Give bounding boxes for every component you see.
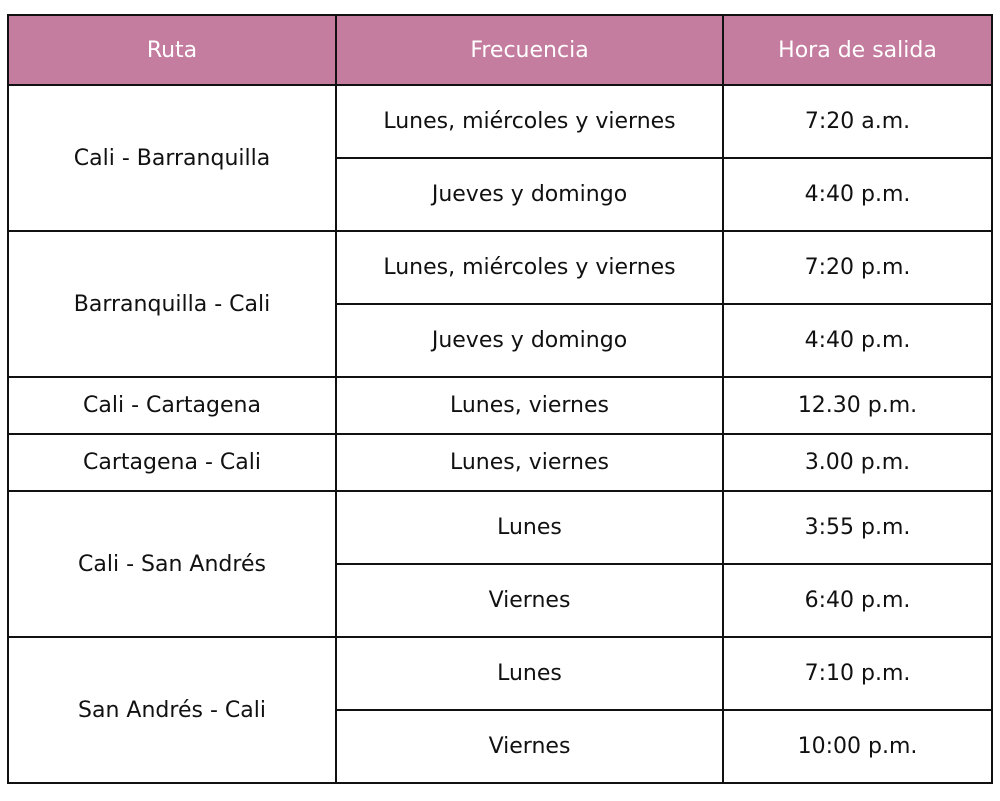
frequency-cell: Lunes bbox=[336, 637, 723, 710]
departure-time-cell: 7:10 p.m. bbox=[723, 637, 992, 710]
frequency-cell: Viernes bbox=[336, 564, 723, 637]
route-cell: Cali - San Andrés bbox=[8, 491, 336, 637]
table-body bbox=[8, 85, 992, 783]
frequency-cell: Jueves y domingo bbox=[336, 158, 723, 231]
frequency-cell: Lunes, miércoles y viernes bbox=[336, 85, 723, 158]
departure-time-cell: 7:20 p.m. bbox=[723, 231, 992, 304]
frequency-cell: Lunes bbox=[336, 491, 723, 564]
departure-time-cell: 3.00 p.m. bbox=[723, 434, 992, 491]
departure-time-cell: 12.30 p.m. bbox=[723, 377, 992, 434]
departure-time-cell: 3:55 p.m. bbox=[723, 491, 992, 564]
frequency-cell: Lunes, viernes bbox=[336, 434, 723, 491]
route-cell: San Andrés - Cali bbox=[8, 637, 336, 783]
route-cell: Cali - Barranquilla bbox=[8, 85, 336, 231]
table-row bbox=[8, 231, 992, 304]
route-cell: Barranquilla - Cali bbox=[8, 231, 336, 377]
frequency-cell: Lunes, miércoles y viernes bbox=[336, 231, 723, 304]
departure-time-cell: 10:00 p.m. bbox=[723, 710, 992, 783]
frequency-cell: Viernes bbox=[336, 710, 723, 783]
table-row bbox=[8, 637, 992, 710]
departure-time-cell: 4:40 p.m. bbox=[723, 158, 992, 231]
departure-time-cell: 6:40 p.m. bbox=[723, 564, 992, 637]
header-frecuencia: Frecuencia bbox=[336, 15, 723, 85]
header-row bbox=[8, 15, 992, 85]
table-header bbox=[8, 15, 992, 85]
frequency-cell: Lunes, viernes bbox=[336, 377, 723, 434]
table-row bbox=[8, 85, 992, 158]
departure-time-cell: 4:40 p.m. bbox=[723, 304, 992, 377]
header-ruta: Ruta bbox=[8, 15, 336, 85]
schedule-table bbox=[7, 14, 993, 784]
header-hora-de-salida: Hora de salida bbox=[723, 15, 992, 85]
route-cell: Cali - Cartagena bbox=[8, 377, 336, 434]
departure-time-cell: 7:20 a.m. bbox=[723, 85, 992, 158]
route-cell: Cartagena - Cali bbox=[8, 434, 336, 491]
table-row bbox=[8, 434, 992, 491]
table-row bbox=[8, 377, 992, 434]
frequency-cell: Jueves y domingo bbox=[336, 304, 723, 377]
table-row bbox=[8, 491, 992, 564]
